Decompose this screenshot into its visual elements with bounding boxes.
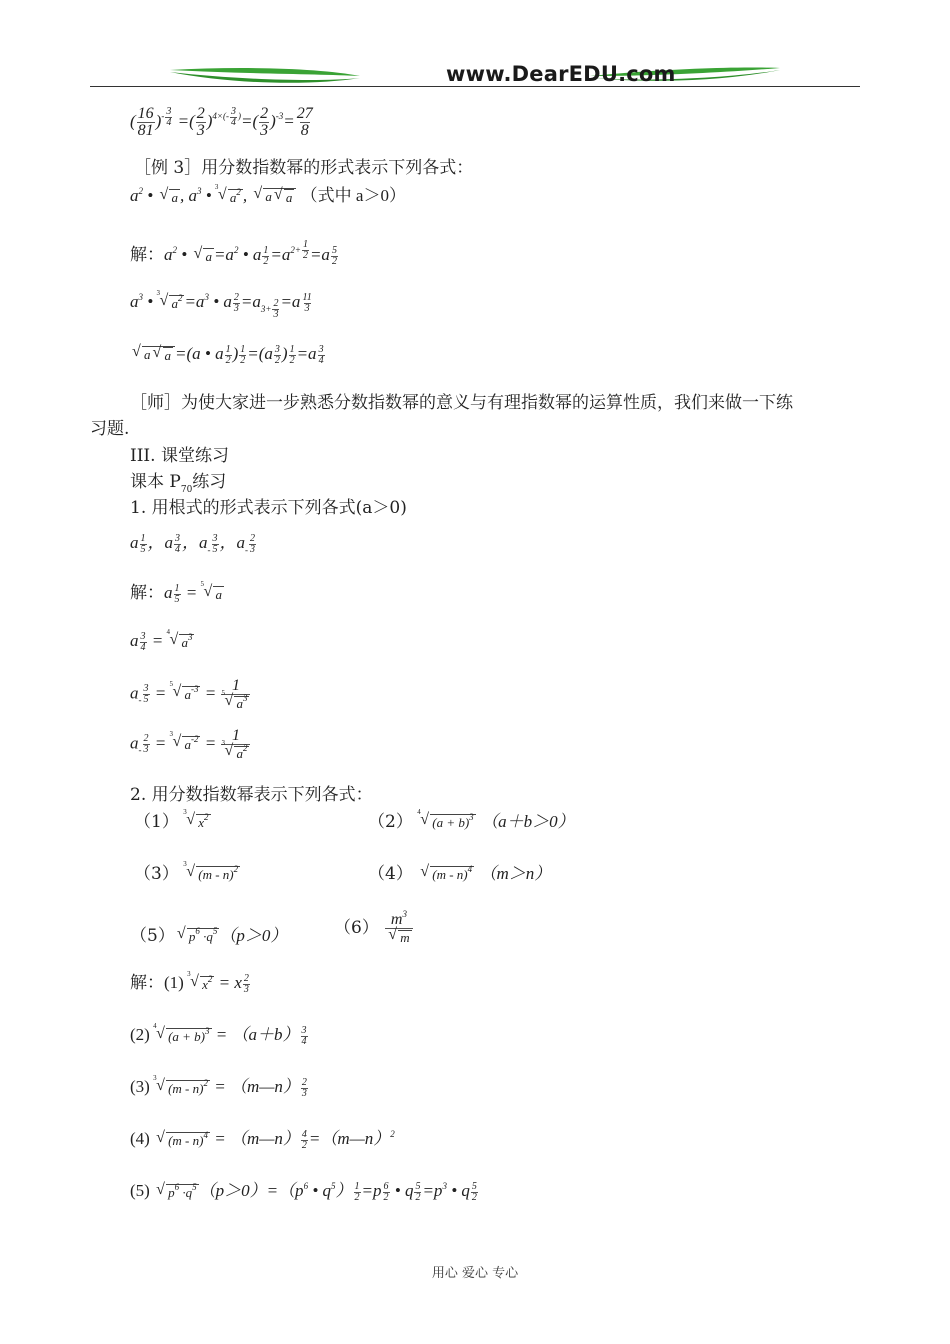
q2-item-6: （6） $m^3$ √ m	[334, 912, 414, 945]
a2-4-label: (4)	[130, 1129, 150, 1148]
example3-condition: （式中 a＞0）	[300, 186, 406, 205]
textbook-page: 70	[180, 485, 193, 495]
q2-4-condition: （m＞n）	[479, 864, 552, 883]
answer-2-5: (5) √ $p^6 \cdot q^5$ $(p>0)=(p^6$ • $q^5$） $\frac{1}{2}$ =p $\frac{6}{2}$ • q $\frac{5}{2}$ $=p^3$ • q $\frac{5}{2}$	[130, 1176, 479, 1203]
answer-2-2: (2) √ 4 $(a + b)^3 = (a+b)$ $\frac{3}{4}$	[130, 1020, 309, 1047]
q2-5-label: （5）	[130, 926, 175, 946]
answer-2-3: (3) √ 3 (m - n)$^2$ = （m—n） $\frac{2}{3}$	[130, 1072, 309, 1099]
a2-1-label: (1)	[164, 973, 184, 992]
q2-item-2: （2） √ 4 $(a + b)^3$ （a＋b＞0）	[368, 807, 575, 832]
q2-item-3: （3） √ 3 (m - n)$^2$	[134, 859, 240, 884]
textbook-reference	[130, 467, 227, 495]
question-2: 2. 用分数指数幂表示下列各式：	[130, 785, 373, 805]
answer-2-1: 解：(1) √ 3 $x^2 = x$ $\frac{2}{3}$	[130, 968, 251, 995]
q2-2-label: （2）	[368, 812, 413, 832]
solution-line-3: √ a√ a =(a • a $\frac{1}{2}$ ) $\frac{1}{2}$ =(a $\frac{3}{2}$ ) $\frac{1}{2}$ =a $\frac{3}{4}$	[130, 344, 326, 366]
q2-5-condition: （p＞0）	[219, 926, 288, 945]
answer-1-b: a $\frac{3}{4}$ = √ 4 $a^3$	[130, 631, 194, 653]
q2-1-label: （1）	[134, 812, 179, 832]
q2-item-1: （1） √ 3 $x^2$	[134, 807, 211, 832]
q2-4-label: （4）	[368, 864, 413, 884]
q2-2-condition: （a＋b＞0）	[481, 812, 575, 831]
teacher-note-line-2: 习题.	[90, 419, 130, 439]
textbook-tail: 练习	[192, 472, 227, 492]
solution-line-1: 解：$a^2$ • √ $a =a^2$ • a $\frac{1}{2}$ $=a^{2+ \frac{1}{2}}$ =a $\frac{5}{2}$	[130, 240, 339, 268]
page-header	[90, 60, 860, 94]
answer-2-4: (4) √ (m - n)$^4$ = （m—n） $\frac{4}{2}$ =（m—n）$^2$	[130, 1124, 395, 1151]
question-1: 1. 用根式的形式表示下列各式(a＞0)	[130, 498, 407, 518]
solve-label-2: 解：	[130, 583, 164, 602]
q2-item-4: （4） √ (m - n)$^4$ （m＞n）	[368, 859, 551, 884]
page-footer: 用心 爱心 专心	[431, 1266, 519, 1281]
answer-1-c: $a_-$ $\frac{3}{5}$ = √ 5 $a^{-3}$ = 1 √ 5 $a^3$	[130, 678, 251, 711]
q2-6-label: （6）	[334, 918, 379, 938]
teacher-note-line-1: ［师］为使大家进一步熟悉分数指数幂的意义与有理指数幂的运算性质，我们来做一下练	[130, 393, 793, 413]
q2-3-label: （3）	[134, 864, 179, 884]
q2-item-5: （5）√ $p^6 \cdot q^5$ （p＞0）	[130, 921, 287, 946]
solve-label-3: 解：	[130, 973, 164, 992]
site-brand[interactable]: www.DearEDU.com	[446, 62, 676, 86]
a2-5-label: (5)	[130, 1181, 150, 1200]
question-1-items: a $\frac{1}{5}$ ，a $\frac{3}{4}$ ，$a_-$ $\frac{3}{5}$ ，$a_-$ $\frac{2}{3}$	[130, 532, 255, 555]
example3-expressions: $a^2$ • √ a , $a^3$ • √ 3 $a^2$ , √ a√ a （式中 a＞0）	[130, 181, 406, 206]
answer-1-d: $a_-$ $\frac{2}{3}$ = √ 3 $a^{-2}$ = 1 √ 3 $a^2$	[130, 728, 251, 761]
a2-2-label: (2)	[130, 1025, 150, 1044]
solution-line-2: $a^3$ • √ 3 $a^2 =a^3$ • a $\frac{2}{3}$ $=a_{3+ \frac{2}{3}}$ =a $\frac{11}{3}$	[130, 292, 314, 315]
textbook-label: 课本 P	[130, 472, 181, 492]
section-heading-practice: III. 课堂练习	[130, 446, 229, 466]
a2-3-label: (3)	[130, 1077, 150, 1096]
example3-title: ［例 3］用分数指数幂的形式表示下列各式：	[134, 158, 474, 178]
solve-label: 解：	[130, 245, 164, 264]
header-rule	[90, 86, 860, 87]
formula-16-81: ( $\frac{16}{81}$ )$^{- \frac{3}{4}}$ =( $\frac{2}{3}$ )$^{4\times(- \frac{3}{4} )}$=( $\frac{2}{3}$ )$^{-3}$= $\frac{27}{8}$	[130, 105, 313, 139]
answer-1-a: 解：a $\frac{1}{5}$ = √ 5 a	[130, 578, 224, 605]
